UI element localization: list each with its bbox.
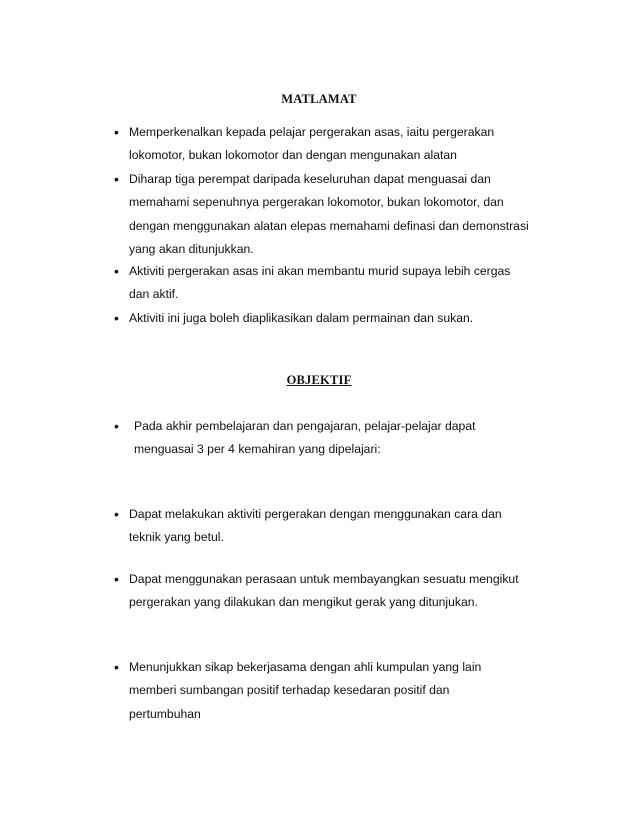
goal-item-4-text: [129, 307, 559, 330]
heading-matlamat-text: MATLAMAT: [281, 92, 357, 106]
text-line: Aktiviti ini juga boleh diaplikasikan dalam permainan dan sukan.: [129, 311, 474, 325]
bullet-icon: •: [114, 659, 119, 675]
text-line: memberi sumbangan positif terhadap kesedaran positif dan: [129, 683, 450, 698]
bullet-icon: •: [114, 124, 119, 140]
text-line: yang akan ditunjukkan.: [129, 242, 254, 257]
text-line: Diharap tiga perempat daripada keseluruhan dapat menguasai dan: [129, 172, 491, 186]
text-line: Dapat melakukan aktiviti pergerakan dengan menggunakan cara dan: [129, 507, 502, 521]
text-line: lokomotor, bukan lokomotor dan dengan mengunakan alatan: [129, 148, 457, 163]
text-line: Aktiviti pergerakan asas ini akan membantu murid supaya lebih cergas: [129, 264, 511, 278]
heading-objektif-text: OBJEKTIF: [286, 373, 352, 387]
text-line: dengan menggunakan alatan elepas memahami definasi dan demonstrasi: [129, 218, 529, 233]
text-line: menguasai 3 per 4 kemahiran yang dipelajari:: [134, 442, 381, 457]
bullet-icon: •: [114, 506, 119, 522]
text-line: dan aktif.: [129, 287, 179, 302]
heading-matlamat: [0, 92, 638, 107]
text-line: pergerakan yang dilakukan dan mengikut gerak yang ditunjukan.: [129, 595, 478, 610]
objective-item-1-text: [134, 415, 564, 462]
bullet-icon: •: [114, 263, 119, 279]
goal-item-2-text: [129, 168, 569, 262]
bullet-icon: •: [114, 418, 119, 434]
bullet-icon: •: [114, 171, 119, 187]
bullet-icon: •: [114, 310, 119, 326]
goal-item-1-text: [129, 121, 559, 168]
objective-item-4-text: [129, 656, 559, 726]
heading-objektif: [0, 373, 638, 388]
objective-item-2-text: [129, 503, 559, 550]
objective-item-3-text: [129, 568, 559, 615]
bullet-icon: •: [114, 571, 119, 587]
text-line: Memperkenalkan kepada pelajar pergerakan asas, iaitu pergerakan: [129, 125, 495, 139]
text-line: Pada akhir pembelajaran dan pengajaran, pelajar-pelajar dapat: [134, 419, 476, 433]
text-line: Menunjukkan sikap bekerjasama dengan ahli kumpulan yang lain: [129, 660, 482, 674]
goal-item-3-text: [129, 260, 569, 307]
text-line: memahami sepenuhnya pergerakan lokomotor, bukan lokomotor, dan: [129, 195, 504, 210]
text-line: Dapat menggunakan perasaan untuk membayangkan sesuatu mengikut: [129, 572, 519, 586]
text-line: pertumbuhan: [129, 706, 201, 721]
text-line: teknik yang betul.: [129, 530, 224, 545]
